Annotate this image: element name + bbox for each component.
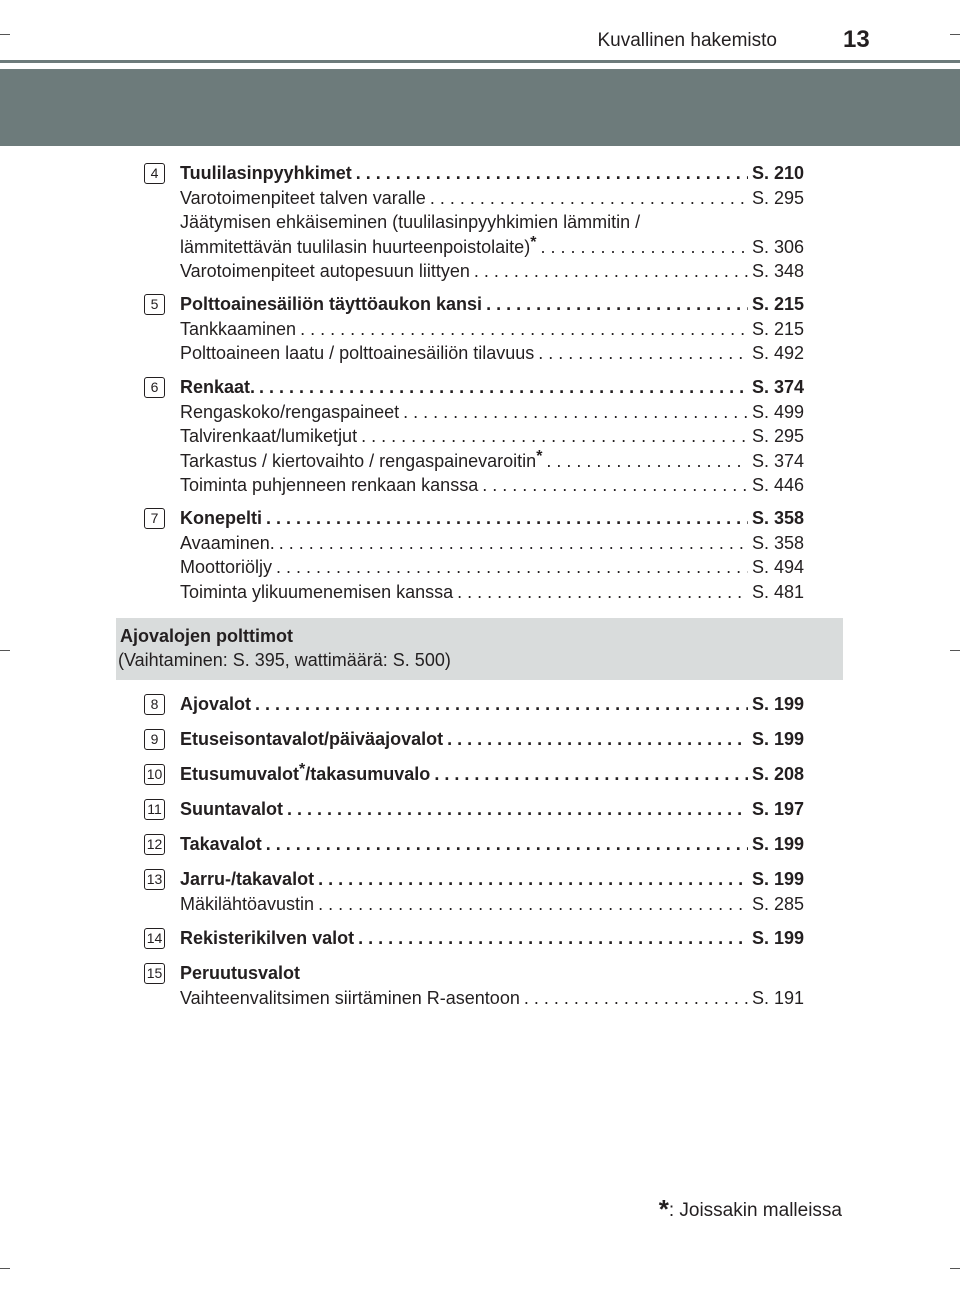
index-entry[interactable]: Toiminta ylikuumenemisen kanssa . . . S. 481: [180, 580, 804, 605]
index-entry-main[interactable]: Tuulilasinpyyhkimet . . . S. 210: [180, 161, 804, 186]
index-section-wipers: [180, 161, 804, 284]
index-badge: 6: [144, 377, 165, 398]
index-badge: 13: [144, 869, 165, 890]
index-entry-main[interactable]: Etuseisontavalot/päiväajovalot . . . S. 199: [180, 727, 804, 752]
index-entry-main[interactable]: Renkaat. . . . S. 374: [180, 375, 804, 400]
index-section-light: [180, 762, 804, 787]
index-section-light: [180, 832, 804, 857]
index-entry[interactable]: Vaihteenvalitsimen siirtäminen R-asentoon . . . S. 191: [180, 986, 804, 1011]
index-section-hood: [180, 506, 804, 604]
index-entry[interactable]: Toiminta puhjenneen renkaan kanssa . . . S. 446: [180, 473, 804, 498]
crop-mark: [0, 34, 10, 35]
index-section-light: [180, 692, 804, 717]
index-badge: 14: [144, 928, 165, 949]
crop-mark: [0, 1268, 10, 1269]
header-rule: [0, 60, 960, 63]
index-entry[interactable]: Polttoaineen laatu / polttoainesäiliön tilavuus . . . S. 492: [180, 341, 804, 366]
index-entry-main[interactable]: Suuntavalot . . . S. 197: [180, 797, 804, 822]
index-entry-main[interactable]: Rekisterikilven valot . . . S. 199: [180, 926, 804, 951]
index-section-tires: [180, 375, 804, 498]
header-band: [0, 69, 960, 146]
band-title: Ajovalojen polttimot: [120, 626, 293, 646]
index-entry[interactable]: Mäkilähtöavustin . . . S. 285: [180, 892, 804, 917]
asterisk-mark: *: [530, 233, 537, 251]
index-entry[interactable]: Varotoimenpiteet talven varalle . . . S. 295: [180, 186, 804, 211]
index-badge: 9: [144, 729, 165, 750]
crop-mark: [950, 650, 960, 651]
index-section-light: [180, 961, 804, 1010]
index-badge: 4: [144, 163, 165, 184]
index-entry-main[interactable]: Takavalot . . . S. 199: [180, 832, 804, 857]
footnote: *: Joissakin malleissa: [658, 1194, 842, 1224]
index-entry[interactable]: Varotoimenpiteet autopesuun liittyen . . . S. 348: [180, 259, 804, 284]
index-entry[interactable]: Tankkaaminen . . . S. 215: [180, 317, 804, 342]
index-entry-line: Jäätymisen ehkäiseminen (tuulilasinpyyhkimien lämmitin /: [180, 212, 641, 232]
index-entry-main[interactable]: Polttoainesäiliön täyttöaukon kansi . . . S. 215: [180, 292, 804, 317]
index-badge: 12: [144, 834, 165, 855]
index-entry[interactable]: Talvirenkaat/lumiketjut . . . S. 295: [180, 424, 804, 449]
index-badge: 11: [144, 799, 165, 820]
index-badge: 5: [144, 294, 165, 315]
asterisk-mark: *: [299, 761, 306, 778]
index-section-fuel: [180, 292, 804, 366]
section-band-bulbs: [116, 618, 843, 680]
index-badge: 10: [144, 764, 165, 785]
asterisk-mark: *: [536, 447, 543, 465]
page-number: 13: [843, 26, 870, 53]
index-badge: 8: [144, 694, 165, 715]
index-section-light: [180, 867, 804, 916]
index-entry[interactable]: Tarkastus / kiertovaihto / rengaspainevaroitin* . . . S. 374: [180, 449, 804, 474]
index-entry[interactable]: lämmitettävän tuulilasin huurteenpoistolaite)* . . . S. 306: [180, 235, 804, 260]
crop-mark: [0, 650, 10, 651]
index-badge: 15: [144, 963, 165, 984]
band-subtitle: (Vaihtaminen: S. 395, wattimäärä: S. 500): [118, 650, 451, 670]
index-section-light: [180, 926, 804, 951]
index-entry-main[interactable]: Etusumuvalot*/takasumuvalo . . . S. 208: [180, 762, 804, 787]
crop-mark: [950, 34, 960, 35]
index-entry-main[interactable]: Ajovalot . . . S. 199: [180, 692, 804, 717]
index-entry[interactable]: Rengaskoko/rengaspaineet . . . S. 499: [180, 400, 804, 425]
index-entry-main[interactable]: Jarru-/takavalot . . . S. 199: [180, 867, 804, 892]
asterisk-mark: *: [658, 1194, 669, 1224]
index-section-light: [180, 727, 804, 752]
page-header-title: Kuvallinen hakemisto: [597, 30, 777, 51]
index-section-light: [180, 797, 804, 822]
index-entry-main[interactable]: Konepelti . . . S. 358: [180, 506, 804, 531]
index-entry-main: Peruutusvalot: [180, 963, 301, 983]
crop-mark: [950, 1268, 960, 1269]
index-entry[interactable]: Avaaminen. . . . S. 358: [180, 531, 804, 556]
index-entry[interactable]: Moottoriöljy . . . S. 494: [180, 555, 804, 580]
index-badge: 7: [144, 508, 165, 529]
